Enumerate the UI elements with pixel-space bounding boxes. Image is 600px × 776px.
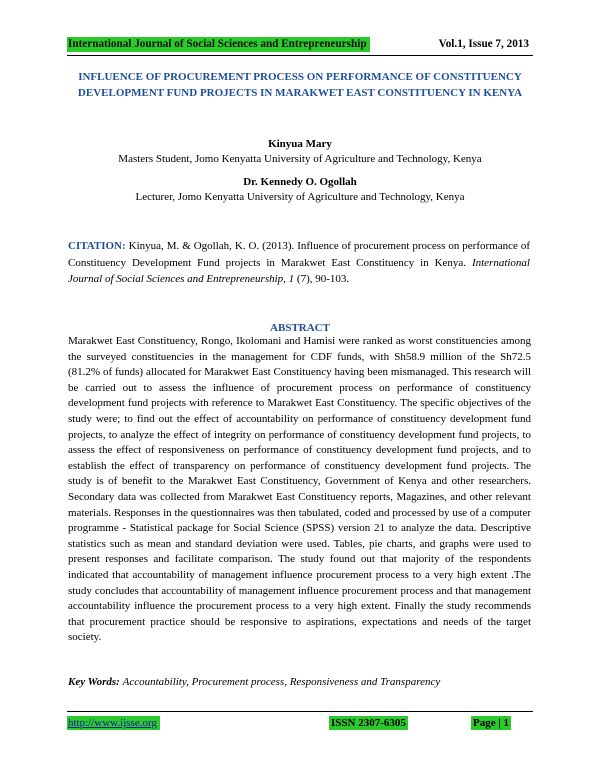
footer-divider xyxy=(67,711,533,712)
abstract-body: Marakwet East Constituency, Rongo, Ikolomani and Hamisi were ranked as worst constituencies among the surveyed constituencies in the management for CDF funds, with Sh58.9 million of the Sh72.5 (81.2% of funds) allocated for Marakwet East Constituency having been mismanaged. This research will be carried out to assess the influence of procurement process on performance of constituency development fund projects with reference to Marakwet East Constituency. The specific objectives of the study were; to find out the effect of accountability on performance of constituency development fund projects, to analyze the effect of integrity on performance of constituency development fund projects, to assess the effect of responsiveness on performance of constituency development fund projects, and to establish the effect of transparency on performance of constituency development fund projects. The study is of benefit to the Marakwet East Constituency, Government of Kenya and other researchers. Secondary data was collected from Marakwet East Constituency reports, Magazines, and other relevant materials. Responses in the questionnaires was then tabulated, coded and processed by use of a computer programme - Statistical package for Social Science (SPSS) version 21 to analyze the data. Descriptive statistics such as mean and standard deviation were used. Tables, pie charts, and graphs were used to present responses and facilitate comparison. The study found out that majority of the respondents indicated that accountability of management influence procurement process to a very high extent .The study concludes that accountability of management influence procurement process and that management accountability influence the procurement process to a very high extent. Finally the study recommends that procurement practice should be responsive to aspirations, expectations and needs of the target society. xyxy=(68,335,531,644)
author-affiliation: Masters Student, Jomo Kenyatta University of Agriculture and Technology, Kenya xyxy=(118,153,482,165)
header-divider xyxy=(67,55,533,56)
issue-info: Vol.1, Issue 7, 2013 xyxy=(438,38,529,50)
journal-link[interactable]: http://www.ijsse.org xyxy=(67,716,160,730)
issn-label: ISSN 2307-6305 xyxy=(331,717,406,729)
citation-journal: International Journal of Social Sciences and Entrepreneurship, 1 xyxy=(68,256,530,285)
keywords-label: Key Words: xyxy=(68,676,120,688)
keywords xyxy=(68,676,531,688)
page-footer xyxy=(67,716,533,731)
page-number: Page | 1 xyxy=(472,717,509,729)
paper-title: INFLUENCE OF PROCUREMENT PROCESS ON PERFORMANCE OF CONSTITUENCY DEVELOPMENT FUND PROJECTS IN MARAKWET EAST CONSTITUENCY IN KENYA xyxy=(77,71,523,99)
author-name: Dr. Kennedy O. Ogollah xyxy=(243,176,357,188)
citation-block xyxy=(68,238,530,288)
abstract-heading: ABSTRACT xyxy=(270,322,330,334)
citation-label: CITATION: xyxy=(68,240,126,252)
running-header xyxy=(67,36,533,54)
citation-tail: (7), 90-103. xyxy=(296,273,350,285)
author-affiliation: Lecturer, Jomo Kenyatta University of Agriculture and Technology, Kenya xyxy=(135,191,465,203)
journal-name: International Journal of Social Sciences and Entrepreneurship xyxy=(67,37,370,52)
author-name: Kinyua Mary xyxy=(268,138,332,150)
keywords-text: Accountability, Procurement process, Responsiveness and Transparency xyxy=(122,676,441,688)
citation-text: Kinyua, M. & Ogollah, K. O. (2013). Influence of procurement process on performance of Constituency Development Fund projects in Marakwet East Constituency in Kenya. xyxy=(68,240,530,269)
